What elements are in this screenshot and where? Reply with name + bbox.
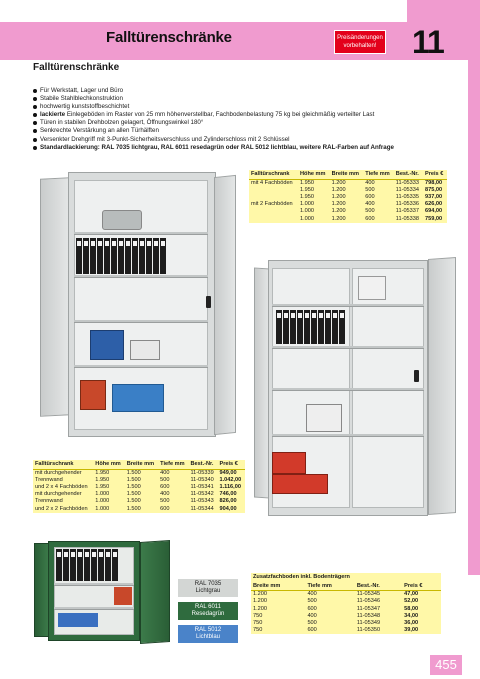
cabinet-image-1500 [254,258,462,520]
col-header: Preis € [217,460,245,469]
right-door [140,540,170,644]
product-box [358,276,386,300]
red-storage-box [80,380,106,410]
col-header: Tiefe mm [363,170,394,179]
price-table-shelves [251,573,441,634]
feature-item: Standardlackierung: RAL 7035 lichtgrau, RAL 6011 resedagrün oder RAL 5012 lichtblau, weitere RAL-Farben auf Anfrage [33,144,463,152]
shelf [272,346,424,349]
feature-item: hochwertig kunststoffbeschichtet [33,103,463,111]
product-box [306,404,342,432]
red-storage-box [272,452,306,474]
feature-item: Stabile Stahlblechkonstruktion [33,95,463,103]
lock-handle [206,296,211,308]
blue-bins [58,613,98,627]
shelf [74,365,208,368]
shelf [272,388,424,391]
col-header: Breite mm [125,460,158,469]
table-title: Zusatzfachboden inkl. Bodenträgern [253,574,350,580]
feature-item: Versenkter Drehgriff mit 3-Punkt-Sicherheitsverschluss und Zylinderschloss mit 2 Schlüssel [33,136,463,144]
product-box [130,340,160,360]
col-header: Höhe mm [93,460,124,469]
feature-item: lackierte Einlegeböden im Raster von 25 mm höhenverstellbar, Fachbodenbelastung 75 kg bei gleichmäßig verteilter Last [33,111,463,119]
table-row: 1.950 1.200 500 11-05334 875,00 [299,186,443,193]
binders [56,549,118,581]
table-row: 1.200 400 11-05345 47,00 [253,591,419,598]
col-header: Best.-Nr. [355,582,402,591]
shelf [272,304,424,307]
side-strip [468,60,480,575]
table-row: und 2 x 4 Fachböden 1.950 1.500 600 11-05341 1.116,00 [35,484,241,490]
chapter-number: 11 [412,24,444,60]
binders [276,310,345,344]
metal-parts [102,210,142,230]
table-row: und 2 x 2 Fachböden 1.000 1.500 600 11-05344 904,00 [35,505,237,512]
shelf [74,232,208,235]
ral-name: Lichtblau [195,634,221,640]
lock-handle [414,370,419,382]
col-header: Best.-Nr. [394,170,423,179]
col-header: Preis € [402,582,441,591]
blue-toolbox [112,384,164,412]
price-change-badge [334,30,386,54]
table-row: 750 600 11-05350 39,00 [253,627,419,634]
shelf [54,607,134,610]
table-row: mit durchgehender 1.950 1.500 400 11-05339 949,00 [35,469,237,476]
col-header: Tiefe mm [305,582,354,591]
ral-name: Resedagrün [191,611,225,617]
table-row: 1.950 1.200 600 11-05335 937,00 [299,194,443,200]
table-row: 750 500 11-05349 36,00 [253,620,419,626]
table-row: 1.200 500 11-05346 52,00 [253,598,419,605]
price-table-1200 [249,170,447,223]
shelf [54,583,134,586]
table-row: 1.000 1.200 500 11-05337 694,00 [299,208,443,215]
red-storage-box [272,474,328,494]
red-storage-box [114,587,132,605]
col-header: Breite mm [251,582,305,591]
table-row: mit durchgehender 1.000 1.500 400 11-05342 746,00 [35,491,237,498]
binders [76,238,166,274]
ral-name: Lichtgrau [195,588,221,594]
ral-swatch-resedagruen [178,602,238,620]
col-header: Höhe mm [298,170,330,179]
col-header: Tiefe mm [158,460,188,469]
section-title: Falltürenschränke [33,62,120,73]
col-header: Falltürschrank [33,460,93,469]
ral-swatch-lichtblau [178,625,238,643]
badge-line-2: vorbehalten! [343,43,377,49]
col-header: Preis € [423,170,447,179]
table-row: Trennwand 1.000 1.500 500 11-05343 826,00 [35,498,237,505]
badge-line-1: Preisänderungen [337,35,383,41]
ral-code: RAL 7035 [194,581,222,587]
left-door [40,177,70,417]
feature-item: Senkrechte Verstärkung an allen Türhälften [33,127,463,135]
right-door [428,257,456,515]
shelf [272,434,424,437]
feature-item: Türen in stabilen Drehbolzen gelagert, Öffnungswinkel 180° [33,119,463,127]
page-title: Falltürenschränke [106,29,232,46]
feature-list [33,87,463,152]
ral-code: RAL 5012 [194,627,222,633]
feature-item: Für Werkstatt, Lager und Büro [33,87,463,95]
right-door [214,175,236,435]
table-row: 750 400 11-05348 34,00 [253,612,419,619]
page-number: 455 [430,655,462,675]
ral-swatch-lichtgrau [178,579,238,597]
table-row: 1.000 1.200 600 11-05338 759,00 [299,215,443,222]
ral-code: RAL 6011 [194,604,222,610]
col-header: Falltürschrank [249,170,298,179]
table-row: mit 4 Fachböden 1.950 1.200 400 11-05333 798,00 [251,179,443,186]
col-header: Breite mm [330,170,364,179]
price-table-1500 [33,460,245,513]
table-row: 1.200 600 11-05347 58,00 [253,605,419,612]
cabinet-image-1200 [40,172,240,444]
table-row: Trennwand 1.950 1.500 500 11-05340 1.042,00 [35,476,242,483]
cabinet-image-green [34,541,172,645]
table-row: mit 2 Fachböden 1.000 1.200 400 11-05336 626,00 [251,201,443,208]
col-header: Best.-Nr. [188,460,217,469]
product-box [90,330,124,360]
shelf [74,275,208,278]
shelf [74,320,208,323]
